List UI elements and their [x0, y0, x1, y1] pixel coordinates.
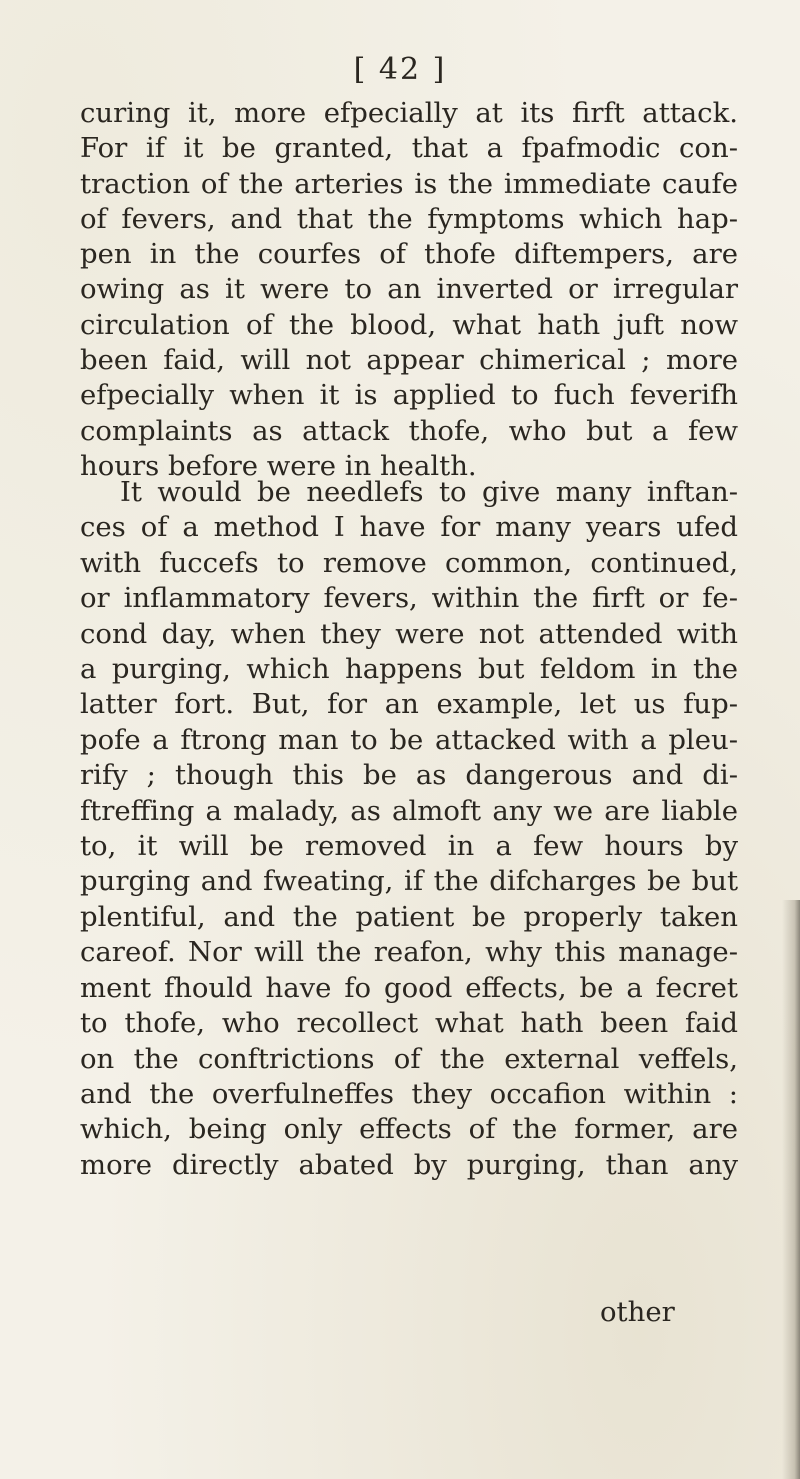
- text-line: plentiful, and the patient be properly taken: [80, 900, 738, 933]
- text-line: For if it be granted, that a fpafmodic con-: [80, 132, 738, 165]
- text-line: with fuccefs to remove common, continued,: [80, 546, 738, 579]
- text-line: ment fhould have fo good effects, be a fecret: [80, 971, 738, 1004]
- text-line: traction of the arteries is the immediate caufe: [80, 167, 738, 200]
- text-line: complaints as attack thofe, who but a few: [80, 414, 738, 447]
- text-line: and the overfulneffes they occafion within :: [80, 1077, 738, 1110]
- text-line: on the conftrictions of the external veffels,: [80, 1042, 738, 1075]
- text-line: rify ; though this be as dangerous and di-: [80, 759, 738, 792]
- text-line: ftreffing a malady, as almoft any we are liable: [80, 794, 738, 827]
- text-line: cond day, when they were not attended with: [80, 617, 738, 650]
- text-line: careof. Nor will the reafon, why this manage-: [80, 936, 738, 969]
- text-line: owing as it were to an inverted or irregular: [80, 273, 738, 306]
- page-edge-shadow: [782, 900, 800, 1479]
- catchword: other: [600, 1296, 675, 1328]
- text-line: latter fort. But, for an example, let us fup-: [80, 688, 738, 721]
- text-line: to thofe, who recollect what hath been faid: [80, 1007, 738, 1040]
- text-line: pofe a ftrong man to be attacked with a pleu-: [80, 723, 738, 756]
- text-line: been faid, will not appear chimerical ; more: [80, 344, 738, 377]
- text-line: efpecially when it is applied to fuch feverifh: [80, 379, 738, 412]
- paragraph-1: [80, 96, 738, 484]
- text-line: which, being only effects of the former, are: [80, 1113, 738, 1146]
- text-line: circulation of the blood, what hath juft now: [80, 308, 738, 341]
- text-line: hours before were in health.: [80, 449, 477, 482]
- text-line: pen in the courfes of thofe diftempers, are: [80, 238, 738, 271]
- text-line: to, it will be removed in a few hours by: [80, 830, 738, 863]
- text-line: purging and fweating, if the difcharges be but: [80, 865, 738, 898]
- text-line: of fevers, and that the fymptoms which hap-: [80, 202, 738, 235]
- text-line: ces of a method I have for many years ufed: [80, 511, 738, 544]
- text-line: or inflammatory fevers, within the firft or fe-: [80, 582, 738, 615]
- paragraph-2: [80, 475, 738, 1183]
- page-number: [ 42 ]: [353, 52, 447, 87]
- text-line: more directly abated by purging, than any: [80, 1148, 738, 1181]
- text-line: curing it, more efpecially at its firft attack.: [80, 97, 738, 129]
- text-line: a purging, which happens but feldom in the: [80, 653, 738, 686]
- text-line: It would be needlefs to give many inftan-: [120, 476, 738, 508]
